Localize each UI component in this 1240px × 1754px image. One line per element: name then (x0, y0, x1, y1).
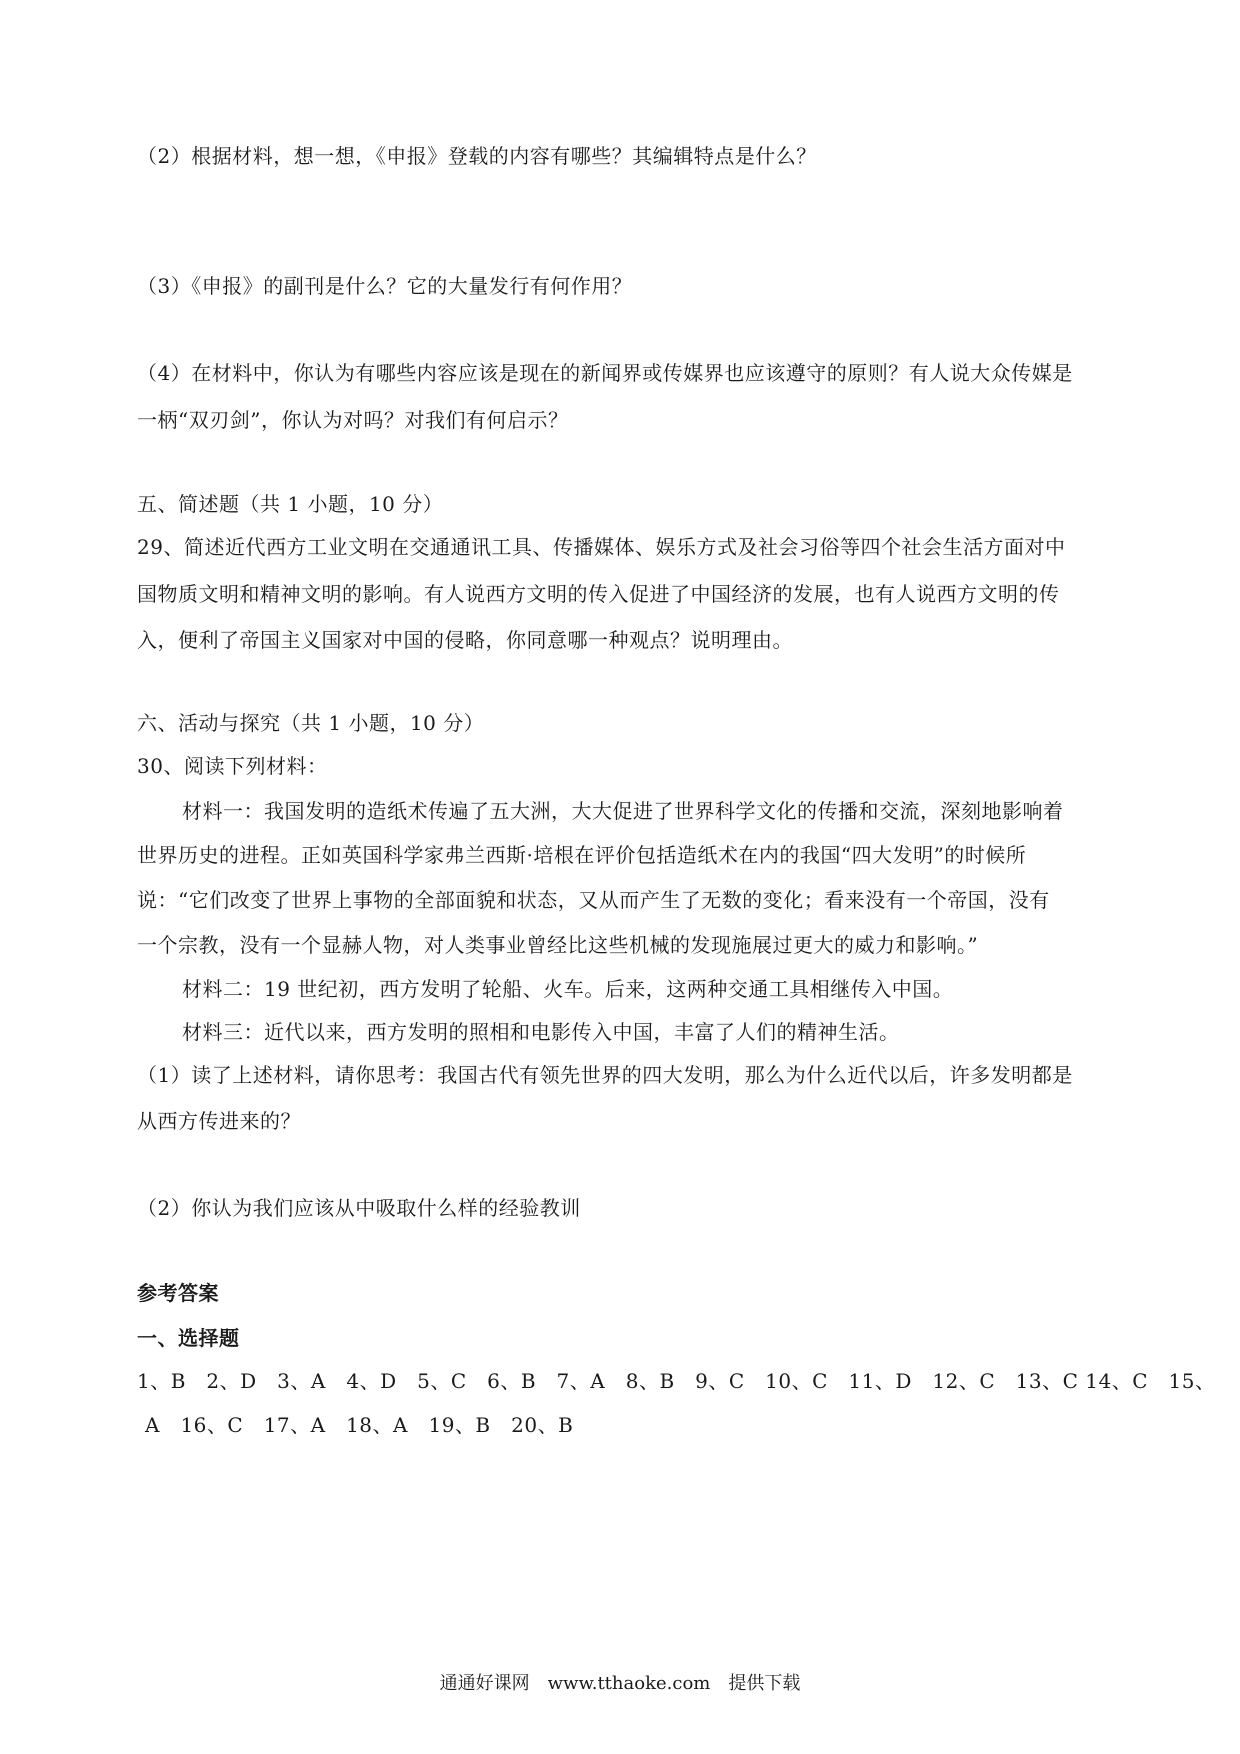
q30-sub1-line1: （1）读了上述材料，请你思考：我国古代有领先世界的四大发明，那么为什么近代以后，许多发明都是 (137, 1063, 1073, 1087)
q28-sub4-line2: 一柄“双刃剑”，你认为对吗？对我们有何启示？ (137, 408, 569, 432)
material1-line3: 说：“它们改变了世界上事物的全部面貌和状态，又从而产生了无数的变化；看来没有一个帝国，没有 (137, 888, 1050, 912)
material3: 材料三：近代以来，西方发明的照相和电影传入中国，丰富了人们的精神生活。 (182, 1020, 900, 1044)
q29-line3: 入，便利了帝国主义国家对中国的侵略，你同意哪一种观点？说明理由。 (137, 628, 793, 652)
q28-sub3: （3）《申报》的副刊是什么？它的大量发行有何作用？ (137, 274, 633, 298)
answers-line1: 1、B 2、D 3、A 4、D 5、C 6、B 7、A 8、B 9、C 10、C 11、D 12、C 13、C 14、C 15、 (137, 1369, 1216, 1393)
answers-heading: 参考答案 (137, 1281, 219, 1305)
section6-heading: 六、活动与探究（共 1 小题，10 分） (137, 711, 485, 735)
q30-sub1-line2: 从西方传进来的？ (137, 1109, 301, 1133)
q28-sub2: （2）根据材料，想一想，《申报》登载的内容有哪些？其编辑特点是什么？ (137, 144, 817, 168)
material1-line4: 一个宗教，没有一个显赫人物，对人类事业曾经比这些机械的发现施展过更大的威力和影响。” (137, 933, 979, 957)
q29-line2: 国物质文明和精神文明的影响。有人说西方文明的传入促进了中国经济的发展，也有人说西方文明的传 (137, 582, 1060, 606)
q29-line1: 29、简述近代西方工业文明在交通通讯工具、传播媒体、娱乐方式及社会习俗等四个社会生活方面对中 (137, 535, 1066, 559)
material2: 材料二：19 世纪初，西方发明了轮船、火车。后来，这两种交通工具相继传入中国。 (182, 977, 954, 1001)
answers-line2: A 16、C 17、A 18、A 19、B 20、B (145, 1413, 574, 1437)
section5-heading: 五、简述题（共 1 小题，10 分） (137, 492, 444, 516)
q28-sub4-line1: （4）在材料中，你认为有哪些内容应该是现在的新闻界或传媒界也应该遵守的原则？有人说大众传媒是 (137, 361, 1073, 385)
material1-line1: 材料一：我国发明的造纸术传遍了五大洲，大大促进了世界科学文化的传播和交流，深刻地影响着 (182, 799, 1064, 823)
q30-sub2: （2）你认为我们应该从中吸取什么样的经验教训 (137, 1196, 581, 1220)
answers-section1-heading: 一、选择题 (137, 1326, 240, 1350)
page-footer: 通通好课网 www.tthaoke.com 提供下载 (439, 1673, 801, 1694)
material1-line2: 世界历史的进程。正如英国科学家弗兰西斯·培根在评价包括造纸术在内的我国“四大发明”的时候所 (137, 843, 1027, 867)
q30-intro: 30、阅读下列材料： (137, 754, 328, 778)
